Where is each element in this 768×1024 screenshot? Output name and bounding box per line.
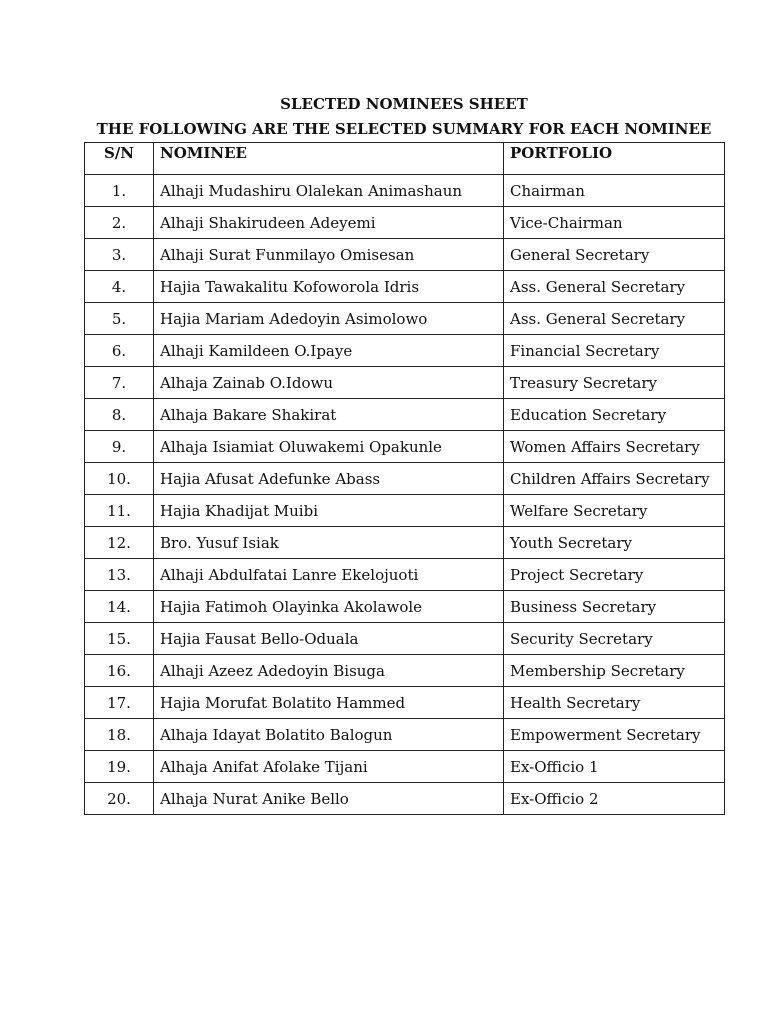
table-row	[85, 719, 725, 751]
sn-cell: 12.	[85, 527, 154, 559]
table-row	[85, 239, 725, 271]
sn-cell: 17.	[85, 687, 154, 719]
table-row	[85, 495, 725, 527]
sn-cell: 20.	[85, 783, 154, 815]
nominee-cell: Hajia Fatimoh Olayinka Akolawole	[154, 591, 504, 623]
nominee-cell: Hajia Afusat Adefunke Abass	[154, 463, 504, 495]
table-row	[85, 591, 725, 623]
table-row	[85, 175, 725, 207]
sn-cell: 16.	[85, 655, 154, 687]
table-row	[85, 271, 725, 303]
portfolio-cell: Children Affairs Secretary	[504, 463, 725, 495]
nominee-cell: Hajia Mariam Adedoyin Asimolowo	[154, 303, 504, 335]
portfolio-cell: Ass. General Secretary	[504, 303, 725, 335]
table-row	[85, 559, 725, 591]
portfolio-cell: Vice-Chairman	[504, 207, 725, 239]
sn-cell: 11.	[85, 495, 154, 527]
nominee-cell: Alhaji Surat Funmilayo Omisesan	[154, 239, 504, 271]
sn-cell: 18.	[85, 719, 154, 751]
nominee-cell: Alhaji Abdulfatai Lanre Ekelojuoti	[154, 559, 504, 591]
nominees-table	[84, 142, 725, 815]
sn-cell: 15.	[85, 623, 154, 655]
nominee-cell: Alhaji Kamildeen O.Ipaye	[154, 335, 504, 367]
portfolio-cell: General Secretary	[504, 239, 725, 271]
portfolio-cell: Ass. General Secretary	[504, 271, 725, 303]
sn-cell: 7.	[85, 367, 154, 399]
table-row	[85, 431, 725, 463]
sn-cell: 13.	[85, 559, 154, 591]
table-row	[85, 655, 725, 687]
portfolio-cell: Education Secretary	[504, 399, 725, 431]
sn-cell: 5.	[85, 303, 154, 335]
portfolio-cell: Health Secretary	[504, 687, 725, 719]
portfolio-cell: Women Affairs Secretary	[504, 431, 725, 463]
table-row	[85, 623, 725, 655]
table-row	[85, 399, 725, 431]
table-row	[85, 463, 725, 495]
nominee-cell: Alhaji Mudashiru Olalekan Animashaun	[154, 175, 504, 207]
table-body	[85, 175, 725, 815]
table-row	[85, 687, 725, 719]
column-header-nominee: NOMINEE	[154, 143, 504, 175]
column-header-sn: S/N	[85, 143, 154, 175]
portfolio-cell: Security Secretary	[504, 623, 725, 655]
table-row	[85, 751, 725, 783]
sn-cell: 14.	[85, 591, 154, 623]
nominee-cell: Alhaja Isiamiat Oluwakemi Opakunle	[154, 431, 504, 463]
nominee-cell: Alhaja Idayat Bolatito Balogun	[154, 719, 504, 751]
portfolio-cell: Youth Secretary	[504, 527, 725, 559]
nominee-cell: Alhaji Azeez Adedoyin Bisuga	[154, 655, 504, 687]
nominee-cell: Hajia Khadijat Muibi	[154, 495, 504, 527]
nominee-cell: Hajia Tawakalitu Kofoworola Idris	[154, 271, 504, 303]
nominee-cell: Hajia Morufat Bolatito Hammed	[154, 687, 504, 719]
portfolio-cell: Treasury Secretary	[504, 367, 725, 399]
portfolio-cell: Financial Secretary	[504, 335, 725, 367]
sn-cell: 4.	[85, 271, 154, 303]
portfolio-cell: Empowerment Secretary	[504, 719, 725, 751]
table-row	[85, 303, 725, 335]
sn-cell: 3.	[85, 239, 154, 271]
document-title: SLECTED NOMINEES SHEET	[280, 95, 528, 113]
table-row	[85, 367, 725, 399]
portfolio-cell: Chairman	[504, 175, 725, 207]
nominee-cell: Alhaja Anifat Afolake Tijani	[154, 751, 504, 783]
sn-cell: 8.	[85, 399, 154, 431]
nominee-cell: Alhaji Shakirudeen Adeyemi	[154, 207, 504, 239]
portfolio-cell: Business Secretary	[504, 591, 725, 623]
portfolio-cell: Membership Secretary	[504, 655, 725, 687]
document-subtitle: THE FOLLOWING ARE THE SELECTED SUMMARY FOR EACH NOMINEE	[96, 120, 712, 138]
table-header-row	[85, 143, 725, 175]
nominee-cell: Alhaja Bakare Shakirat	[154, 399, 504, 431]
table-row	[85, 527, 725, 559]
table-row	[85, 335, 725, 367]
portfolio-cell: Ex-Officio 2	[504, 783, 725, 815]
nominee-cell: Alhaja Nurat Anike Bello	[154, 783, 504, 815]
portfolio-cell: Project Secretary	[504, 559, 725, 591]
sn-cell: 10.	[85, 463, 154, 495]
portfolio-cell: Welfare Secretary	[504, 495, 725, 527]
sn-cell: 6.	[85, 335, 154, 367]
column-header-portfolio: PORTFOLIO	[504, 143, 725, 175]
sn-cell: 2.	[85, 207, 154, 239]
portfolio-cell: Ex-Officio 1	[504, 751, 725, 783]
nominee-cell: Alhaja Zainab O.Idowu	[154, 367, 504, 399]
sn-cell: 19.	[85, 751, 154, 783]
sn-cell: 9.	[85, 431, 154, 463]
nominee-cell: Hajia Fausat Bello-Oduala	[154, 623, 504, 655]
table-row	[85, 783, 725, 815]
nominee-cell: Bro. Yusuf Isiak	[154, 527, 504, 559]
table-row	[85, 207, 725, 239]
sn-cell: 1.	[85, 175, 154, 207]
